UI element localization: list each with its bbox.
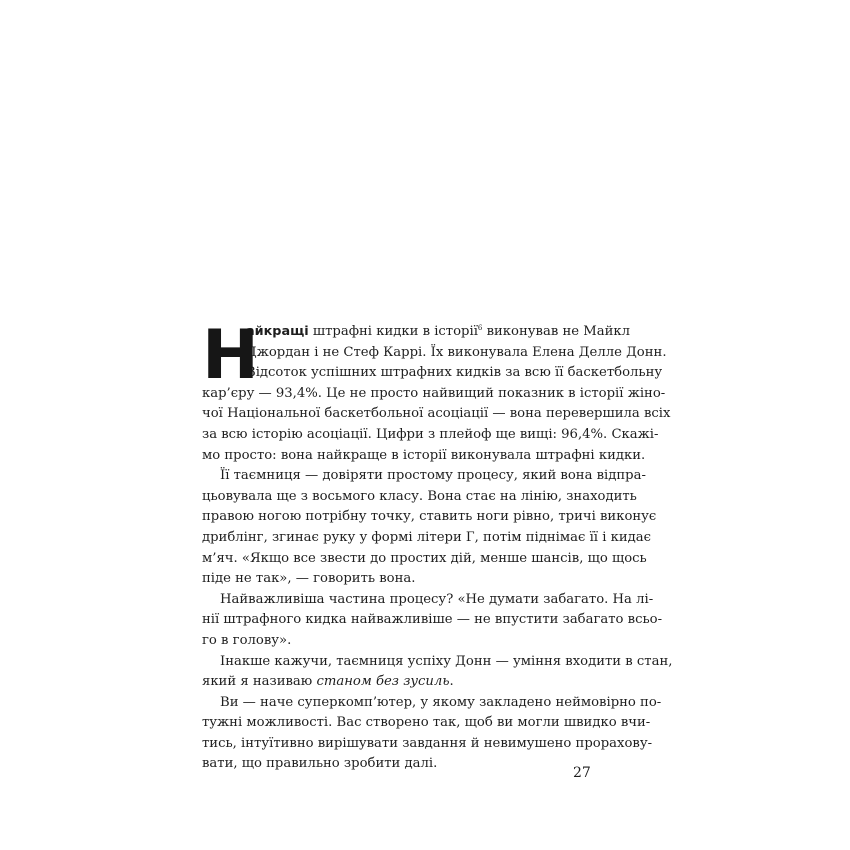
text-line: який я називаю станом без зусиль. <box>202 674 454 690</box>
page-number: 27 <box>573 765 591 781</box>
text-line: тись, інтуїтивно вирішувати завдання й невимушено прорахову- <box>202 735 653 751</box>
emphasis-term: станом без зусиль <box>316 674 450 690</box>
text-line: Відсоток успішних штрафних кидків за всю її баскетбольну <box>246 365 663 381</box>
paragraph-2 <box>202 466 657 590</box>
text-line: мо просто: вона найкраще в історії виконувала штрафні кидки. <box>202 447 646 463</box>
text-line: айкращі штрафні кидки в історії$^6$ виконував не Майкл <box>246 324 631 339</box>
paragraph-5 <box>202 693 662 775</box>
paragraph-1 <box>202 316 671 466</box>
text-line: Її таємниця — довіряти простому процесу, який вона відпра- <box>220 468 646 484</box>
text-line: чої Національної баскетбольної асоціації — вона перевершила всіх <box>202 406 671 422</box>
text-line: тужні можливості. Вас створено так, щоб ви могли швидко вчи- <box>202 715 651 731</box>
text-line: піде не так», — говорить вона. <box>202 571 416 587</box>
text-line: цьовувала ще з восьмого класу. Вона стає на лінію, знаходить <box>202 488 637 504</box>
book-page-text <box>202 316 673 775</box>
text-line: м’яч. «Якщо все звести до простих дій, менше шансів, що щось <box>202 550 647 566</box>
text-line: Джордан і не Стеф Каррі. Їх виконувала Елена Делле Донн. <box>246 344 667 360</box>
text-line: го в голову». <box>202 632 292 648</box>
text-line: Ви — наче суперкомп’ютер, у якому закладено неймовірно по- <box>220 694 662 710</box>
drop-cap: Н <box>202 316 259 395</box>
footnote-mark: 6 <box>477 324 483 332</box>
text-line: кар’єру — 93,4%. Це не просто найвищий показник в історії жіно- <box>202 385 666 401</box>
text-line: нії штрафного кидка найважливіше — не впустити забагато всьо- <box>202 612 663 628</box>
text-line: Найважливіша частина процесу? «Не думати забагато. На лі- <box>220 591 654 607</box>
text-line: правою ногою потрібну точку, ставить ноги рівно, тричі виконує <box>202 509 657 525</box>
lead-word: айкращі <box>246 324 309 339</box>
paragraph-3 <box>202 590 663 652</box>
text-line: дриблінг, згинає руку у формі літери Г, потім піднімає її і кидає <box>202 529 651 545</box>
text-line: за всю історію асоціації. Цифри з плейоф ще вищі: 96,4%. Скажі- <box>202 426 659 442</box>
text-line: Інакше кажучи, таємниця успіху Донн — уміння входити в стан, <box>220 653 673 669</box>
text-line: вати, що правильно зробити далі. <box>202 756 438 772</box>
paragraph-4 <box>202 652 673 693</box>
